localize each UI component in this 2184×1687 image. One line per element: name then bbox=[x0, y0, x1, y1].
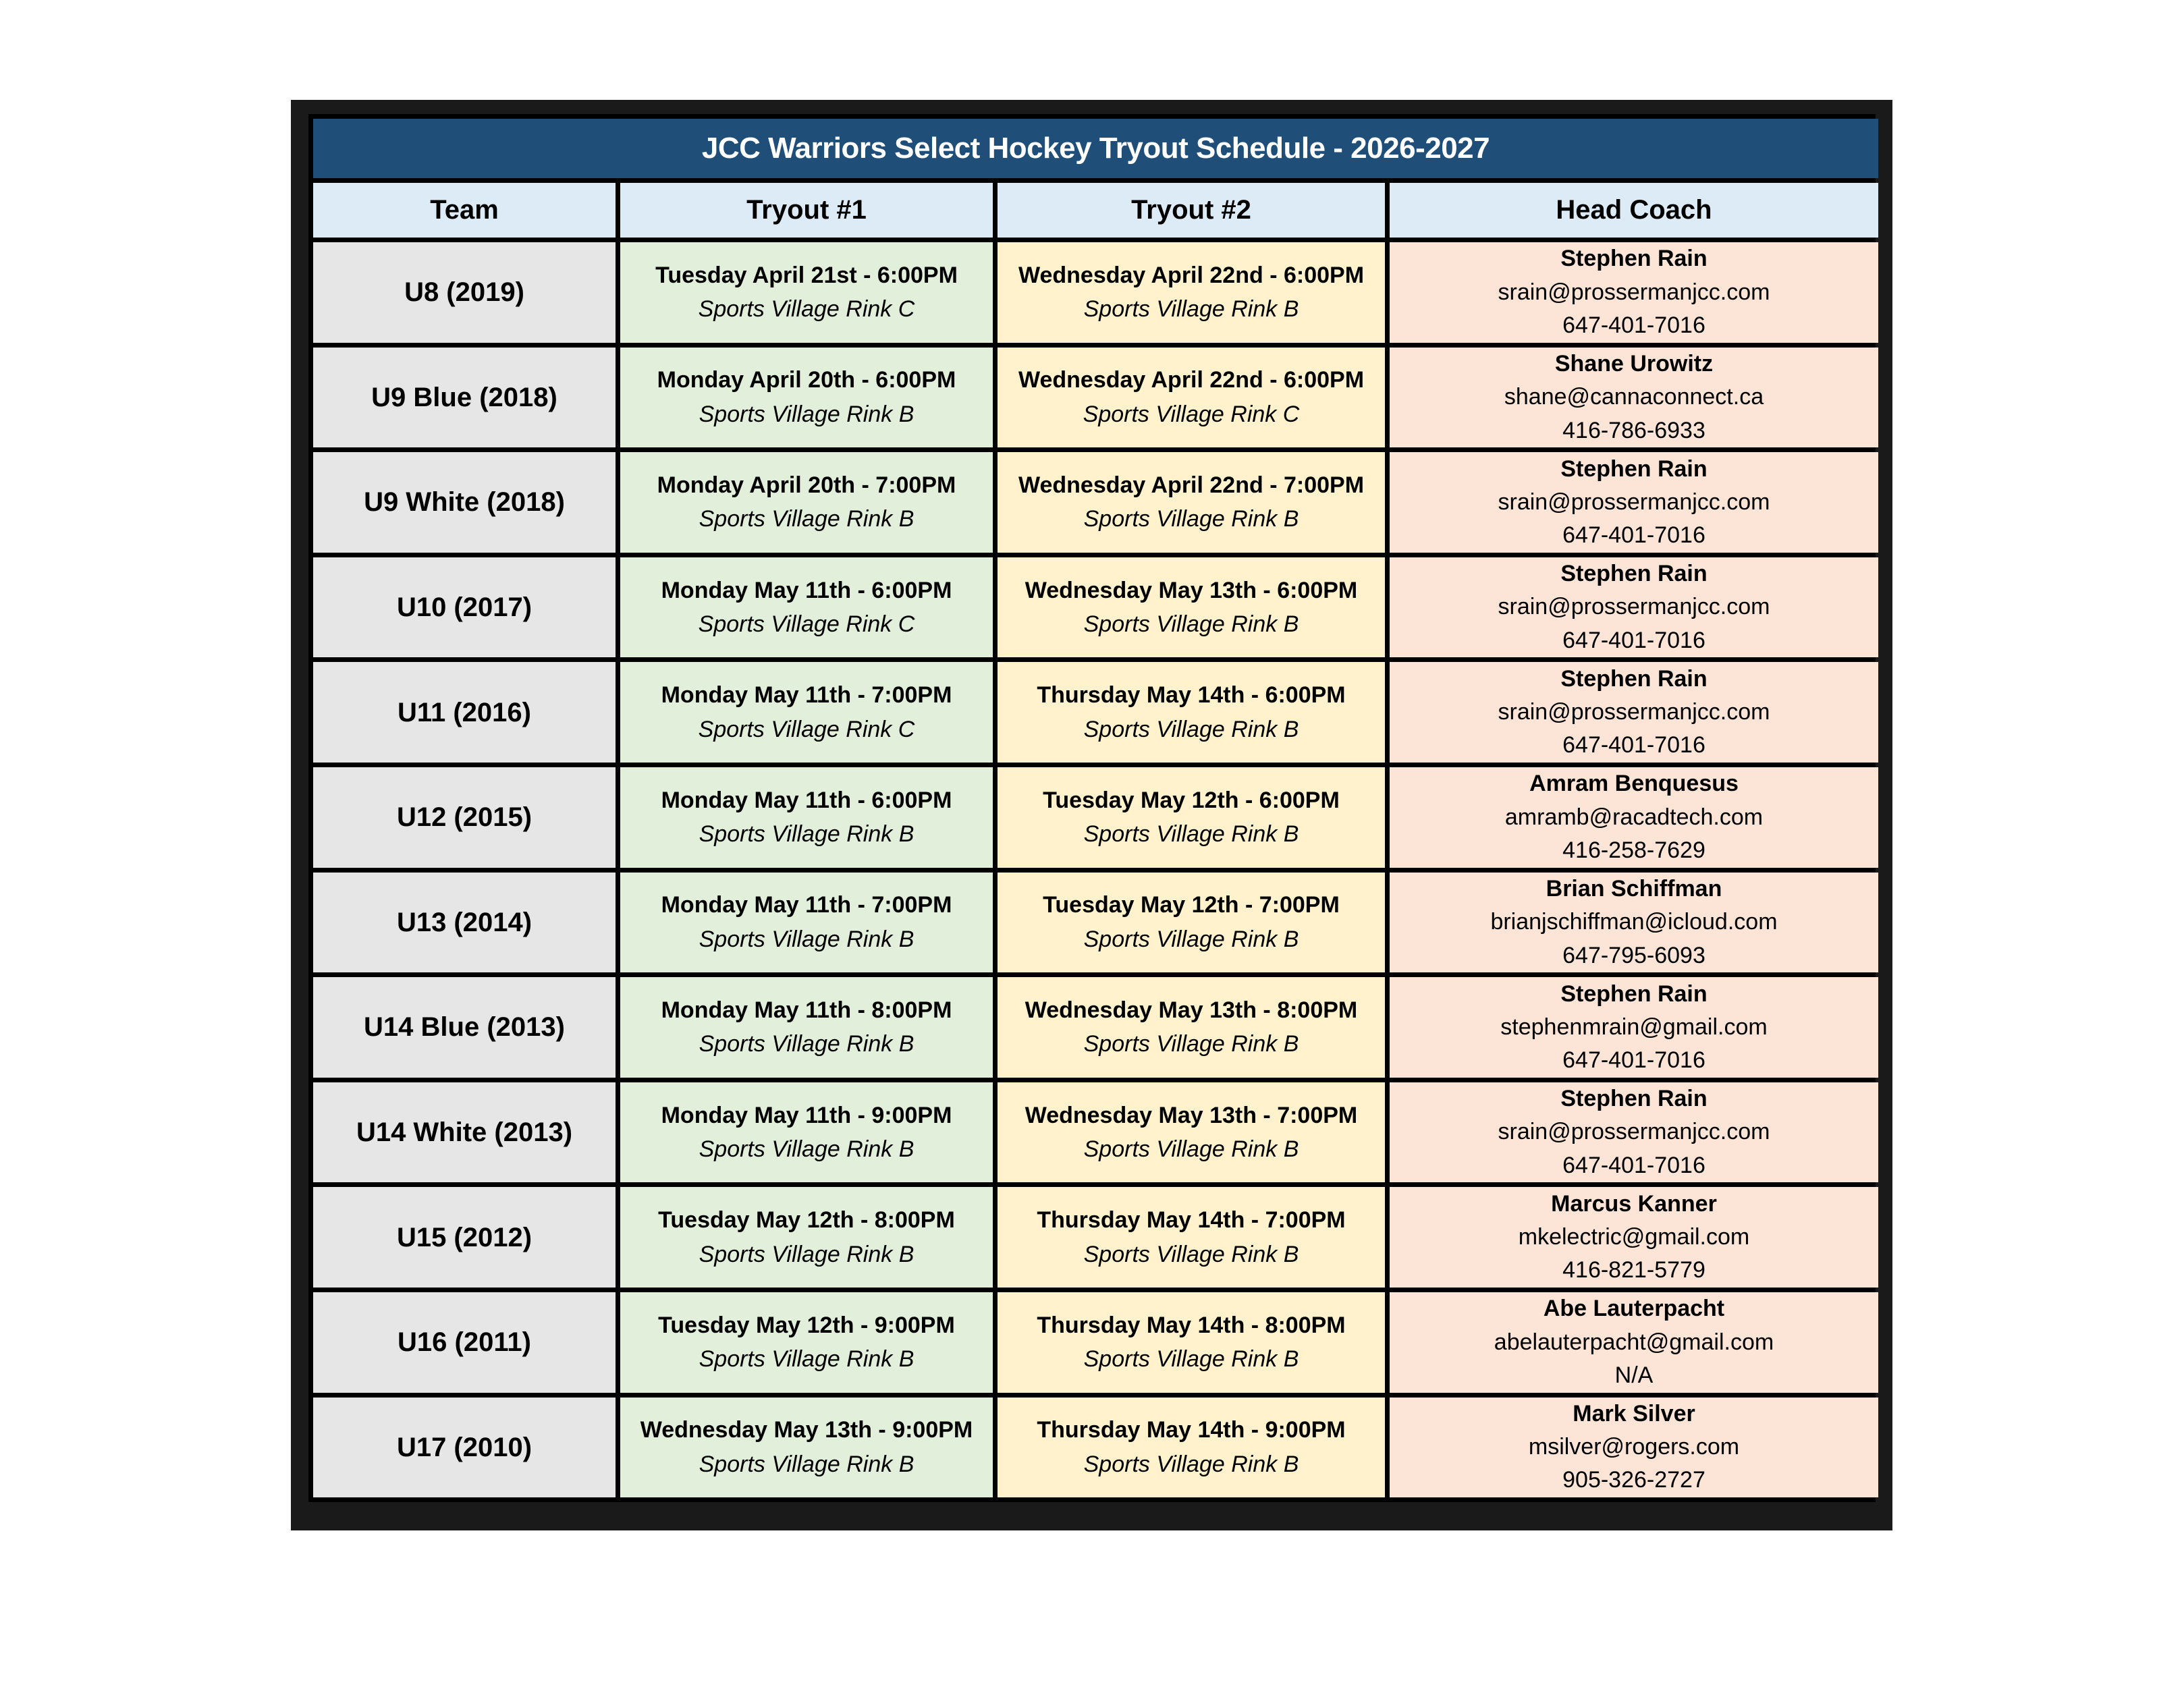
tryout-1-cell bbox=[620, 1292, 993, 1393]
tryout-2-location: Sports Village Rink B bbox=[1083, 296, 1299, 323]
coach-email[interactable]: amramb@racadtech.com bbox=[1504, 804, 1764, 830]
team-name: U16 (2011) bbox=[398, 1327, 531, 1358]
team-name: U13 (2014) bbox=[396, 907, 533, 937]
tryout-1-cell bbox=[620, 1187, 993, 1288]
coach-name: Mark Silver bbox=[1573, 1400, 1695, 1427]
tryout-2-datetime: Thursday May 14th - 8:00PM bbox=[1037, 1312, 1346, 1338]
tryout-1-location: Sports Village Rink B bbox=[699, 1346, 914, 1373]
coach-email[interactable]: srain@prossermanjcc.com bbox=[1498, 489, 1770, 515]
head-coach-cell bbox=[1390, 452, 1878, 553]
team-cell bbox=[313, 348, 616, 448]
tryout-2-cell bbox=[998, 767, 1385, 868]
tryout-1-cell bbox=[620, 873, 993, 973]
coach-name: Stephen Rain bbox=[1560, 665, 1708, 692]
tryout-2-location: Sports Village Rink B bbox=[1083, 1136, 1299, 1163]
tryout-2-location: Sports Village Rink C bbox=[1083, 401, 1300, 427]
head-coach-cell bbox=[1390, 242, 1878, 343]
coach-email[interactable]: shane@cannaconnect.ca bbox=[1504, 384, 1764, 410]
team-cell bbox=[313, 767, 616, 868]
coach-email[interactable]: msilver@rogers.com bbox=[1528, 1434, 1740, 1460]
tryout-2-cell bbox=[998, 662, 1385, 763]
team-cell bbox=[313, 242, 616, 343]
tryout-1-location: Sports Village Rink B bbox=[699, 1136, 914, 1163]
coach-email[interactable]: abelauterpacht@gmail.com bbox=[1494, 1329, 1774, 1355]
team-cell bbox=[313, 557, 616, 658]
tryout-2-location: Sports Village Rink B bbox=[1083, 1241, 1299, 1267]
head-coach-cell bbox=[1390, 873, 1878, 973]
tryout-2-cell bbox=[998, 242, 1385, 343]
tryout-1-datetime: Monday May 11th - 6:00PM bbox=[661, 577, 952, 603]
tryout-1-location: Sports Village Rink C bbox=[698, 296, 915, 323]
coach-phone: 647-401-7016 bbox=[1562, 1152, 1705, 1178]
tryout-2-location: Sports Village Rink B bbox=[1083, 1346, 1299, 1373]
tryout-2-cell bbox=[998, 1292, 1385, 1393]
head-coach-cell bbox=[1390, 662, 1878, 763]
team-name: U14 White (2013) bbox=[356, 1117, 573, 1148]
tryout-1-datetime: Tuesday May 12th - 9:00PM bbox=[658, 1312, 955, 1338]
team-name: U12 (2015) bbox=[396, 802, 533, 833]
coach-email[interactable]: brianjschiffman@icloud.com bbox=[1490, 909, 1778, 935]
tryout-1-datetime: Tuesday April 21st - 6:00PM bbox=[655, 262, 958, 288]
tryout-1-cell bbox=[620, 662, 993, 763]
coach-name: Stephen Rain bbox=[1560, 980, 1708, 1007]
tryout-1-datetime: Monday April 20th - 6:00PM bbox=[657, 367, 956, 393]
coach-email[interactable]: srain@prossermanjcc.com bbox=[1498, 594, 1770, 620]
tryout-1-location: Sports Village Rink B bbox=[699, 1031, 914, 1057]
coach-phone: 905-326-2727 bbox=[1562, 1467, 1705, 1493]
tryout-2-datetime: Wednesday May 13th - 7:00PM bbox=[1025, 1102, 1358, 1128]
tryout-2-cell bbox=[998, 1082, 1385, 1183]
coach-phone: 647-795-6093 bbox=[1562, 942, 1705, 968]
tryout-1-cell bbox=[620, 452, 993, 553]
tryout-2-datetime: Wednesday May 13th - 6:00PM bbox=[1025, 577, 1358, 603]
coach-name: Stephen Rain bbox=[1560, 561, 1708, 587]
tryout-1-cell bbox=[620, 242, 993, 343]
coach-email[interactable]: srain@prossermanjcc.com bbox=[1498, 279, 1770, 305]
tryout-2-cell bbox=[998, 1187, 1385, 1288]
tryout-1-location: Sports Village Rink C bbox=[698, 611, 915, 638]
team-name: U15 (2012) bbox=[396, 1222, 533, 1252]
column-header-tryout-2: Tryout #2 bbox=[998, 183, 1385, 238]
head-coach-cell bbox=[1390, 767, 1878, 868]
team-cell bbox=[313, 1187, 616, 1288]
tryout-2-location: Sports Village Rink B bbox=[1083, 716, 1299, 742]
coach-name: Stephen Rain bbox=[1560, 1086, 1708, 1112]
coach-phone: 647-401-7016 bbox=[1562, 732, 1705, 758]
tryout-2-cell bbox=[998, 452, 1385, 553]
tryout-2-location: Sports Village Rink B bbox=[1083, 1031, 1299, 1057]
tryout-2-location: Sports Village Rink B bbox=[1083, 611, 1299, 638]
coach-name: Stephen Rain bbox=[1560, 455, 1708, 482]
coach-phone: 647-401-7016 bbox=[1562, 627, 1705, 653]
column-header-team: Team bbox=[313, 183, 616, 238]
tryout-1-cell bbox=[620, 557, 993, 658]
tryout-1-datetime: Monday May 11th - 6:00PM bbox=[661, 787, 952, 813]
coach-name: Brian Schiffman bbox=[1546, 875, 1722, 902]
coach-name: Amram Benquesus bbox=[1529, 771, 1739, 797]
tryout-2-datetime: Wednesday May 13th - 8:00PM bbox=[1025, 997, 1358, 1023]
team-cell bbox=[313, 1398, 616, 1498]
tryout-1-location: Sports Village Rink C bbox=[698, 716, 915, 742]
tryout-1-location: Sports Village Rink B bbox=[699, 926, 914, 952]
coach-phone: 416-821-5779 bbox=[1562, 1257, 1705, 1283]
column-header-head-coach: Head Coach bbox=[1390, 183, 1878, 238]
coach-phone: 647-401-7016 bbox=[1562, 1047, 1705, 1074]
coach-email[interactable]: mkelectric@gmail.com bbox=[1518, 1223, 1750, 1250]
team-cell bbox=[313, 873, 616, 973]
head-coach-cell bbox=[1390, 977, 1878, 1078]
team-cell bbox=[313, 977, 616, 1078]
team-name: U10 (2017) bbox=[396, 592, 533, 623]
tryout-1-datetime: Monday May 11th - 7:00PM bbox=[661, 892, 952, 918]
tryout-2-datetime: Thursday May 14th - 9:00PM bbox=[1037, 1417, 1346, 1443]
tryout-2-cell bbox=[998, 1398, 1385, 1498]
coach-phone: 647-401-7016 bbox=[1562, 522, 1705, 549]
tryout-1-location: Sports Village Rink B bbox=[699, 1241, 914, 1267]
tryout-1-datetime: Monday May 11th - 7:00PM bbox=[661, 682, 952, 709]
tryout-2-datetime: Wednesday April 22nd - 6:00PM bbox=[1018, 367, 1365, 393]
coach-email[interactable]: srain@prossermanjcc.com bbox=[1498, 699, 1770, 725]
tryout-1-cell bbox=[620, 977, 993, 1078]
coach-name: Shane Urowitz bbox=[1554, 350, 1714, 377]
tryout-2-location: Sports Village Rink B bbox=[1083, 926, 1299, 952]
head-coach-cell bbox=[1390, 1292, 1878, 1393]
head-coach-cell bbox=[1390, 1187, 1878, 1288]
tryout-2-location: Sports Village Rink B bbox=[1083, 1451, 1299, 1477]
tryout-1-location: Sports Village Rink B bbox=[699, 821, 914, 848]
team-name: U9 White (2018) bbox=[364, 487, 565, 518]
tryout-1-datetime: Monday May 11th - 8:00PM bbox=[661, 997, 952, 1023]
tryout-2-cell bbox=[998, 557, 1385, 658]
tryout-1-datetime: Tuesday May 12th - 8:00PM bbox=[658, 1207, 955, 1234]
tryout-1-cell bbox=[620, 767, 993, 868]
team-name: U9 Blue (2018) bbox=[371, 382, 557, 412]
tryout-2-datetime: Thursday May 14th - 7:00PM bbox=[1037, 1207, 1346, 1234]
tryout-schedule-table bbox=[308, 114, 1876, 1502]
coach-name: Stephen Rain bbox=[1560, 246, 1708, 272]
tryout-2-cell bbox=[998, 873, 1385, 973]
team-name: U11 (2016) bbox=[398, 697, 531, 727]
tryout-2-datetime: Thursday May 14th - 6:00PM bbox=[1037, 682, 1346, 709]
coach-phone: N/A bbox=[1614, 1362, 1654, 1388]
tryout-1-location: Sports Village Rink B bbox=[699, 401, 914, 427]
head-coach-cell bbox=[1390, 1398, 1878, 1498]
tryout-2-cell bbox=[998, 977, 1385, 1078]
coach-email[interactable]: stephenmrain@gmail.com bbox=[1500, 1014, 1768, 1040]
coach-email[interactable]: srain@prossermanjcc.com bbox=[1498, 1119, 1770, 1145]
team-cell bbox=[313, 1082, 616, 1183]
tryout-1-datetime: Wednesday May 13th - 9:00PM bbox=[640, 1417, 973, 1443]
team-name: U8 (2019) bbox=[404, 277, 524, 308]
coach-phone: 416-258-7629 bbox=[1562, 837, 1705, 863]
coach-name: Abe Lauterpacht bbox=[1543, 1296, 1725, 1322]
coach-phone: 416-786-6933 bbox=[1562, 417, 1705, 443]
tryout-2-location: Sports Village Rink B bbox=[1083, 506, 1299, 532]
table-title: JCC Warriors Select Hockey Tryout Schedule - 2026-2027 bbox=[313, 119, 1878, 178]
team-cell bbox=[313, 452, 616, 553]
tryout-1-cell bbox=[620, 348, 993, 448]
tryout-1-cell bbox=[620, 1398, 993, 1498]
tryout-2-datetime: Tuesday May 12th - 7:00PM bbox=[1043, 892, 1340, 918]
tryout-1-datetime: Monday April 20th - 7:00PM bbox=[657, 472, 956, 498]
tryout-2-cell bbox=[998, 348, 1385, 448]
tryout-2-location: Sports Village Rink B bbox=[1083, 821, 1299, 848]
team-cell bbox=[313, 662, 616, 763]
head-coach-cell bbox=[1390, 1082, 1878, 1183]
team-name: U17 (2010) bbox=[396, 1432, 533, 1462]
tryout-1-datetime: Monday May 11th - 9:00PM bbox=[661, 1102, 952, 1128]
coach-phone: 647-401-7016 bbox=[1562, 312, 1705, 338]
head-coach-cell bbox=[1390, 557, 1878, 658]
tryout-2-datetime: Wednesday April 22nd - 7:00PM bbox=[1018, 472, 1365, 498]
head-coach-cell bbox=[1390, 348, 1878, 448]
column-header-tryout-1: Tryout #1 bbox=[620, 183, 993, 238]
tryout-1-cell bbox=[620, 1082, 993, 1183]
tryout-2-datetime: Tuesday May 12th - 6:00PM bbox=[1043, 787, 1340, 813]
team-cell bbox=[313, 1292, 616, 1393]
tryout-2-datetime: Wednesday April 22nd - 6:00PM bbox=[1018, 262, 1365, 288]
team-name: U14 Blue (2013) bbox=[364, 1012, 565, 1043]
tryout-1-location: Sports Village Rink B bbox=[699, 506, 914, 532]
tryout-1-location: Sports Village Rink B bbox=[699, 1451, 914, 1477]
coach-name: Marcus Kanner bbox=[1551, 1190, 1717, 1217]
